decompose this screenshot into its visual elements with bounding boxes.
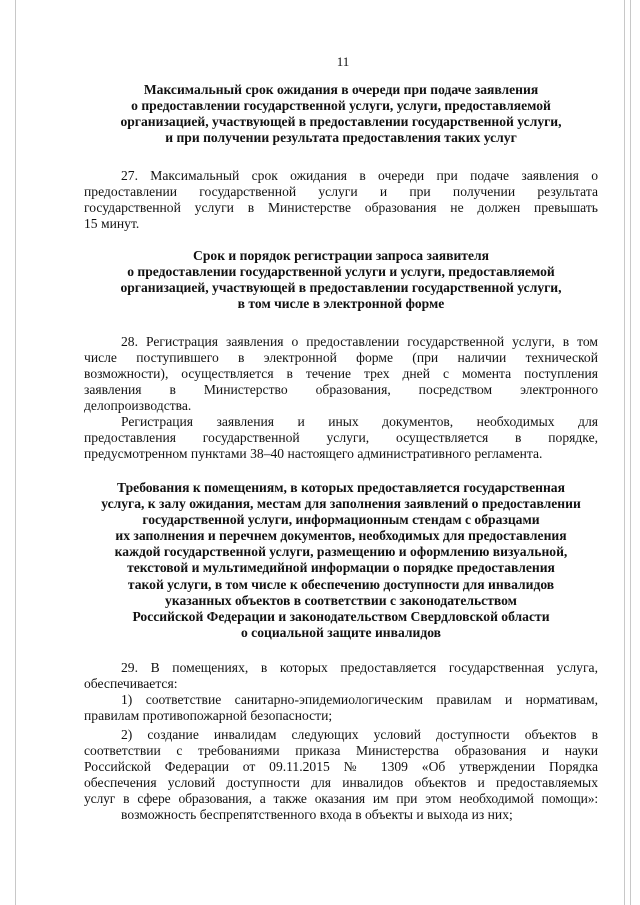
heading-line: Российской Федерации и законодательством Свердловской области	[132, 608, 550, 624]
heading-line: организацией, участвующей в предоставлении государственной услуги,	[120, 114, 562, 130]
heading-line: текстовой и мультимедийной информации о порядке предоставления	[127, 560, 555, 576]
text-line: 15 минут.	[84, 216, 140, 231]
text-line: правилам противопожарной безопасности;	[84, 708, 333, 723]
text-line: Регистрация заявления и иных документов, необходимых для	[121, 414, 598, 429]
text-line: делопроизводства.	[84, 398, 192, 413]
heading-line: государственной услуги, информационным стендам с образцами	[142, 512, 540, 528]
text-line: возможность беспрепятственного входа в объекты и выхода из них;	[121, 807, 513, 822]
text-line: соответствии с требованиями приказа Министерства образования и науки	[84, 743, 598, 758]
heading-line: Требования к помещениям, в которых предоставляется государственная	[117, 480, 565, 495]
text-line: 1) соответствие санитарно-эпидемиологическим правилам и нормативам,	[121, 692, 598, 707]
scan-edge-line-right-outer	[630, 0, 631, 905]
heading-line: о предоставлении государственной услуги и услуги, предоставляемой	[127, 264, 555, 280]
heading-line: и при получении результата предоставления таких услуг	[165, 130, 517, 146]
text-line: услуг в сфере образования, а также оказания им при этом необходимой помощи»:	[84, 791, 598, 806]
heading-line: Срок и порядок регистрации запроса заявителя	[193, 248, 489, 263]
heading-line: их заполнения и перечнем документов, необходимых для предоставления	[115, 528, 567, 544]
page-number: 11	[336, 54, 350, 69]
text-line: 27. Максимальный срок ожидания в очереди при подаче заявления о	[121, 168, 598, 183]
text-line: предоставления государственной услуги, осуществляется в порядке,	[84, 430, 598, 445]
text-line: 28. Регистрация заявления о предоставлении государственной услуги, в том	[121, 334, 598, 349]
text-line: предусмотренном пунктами 38–40 настоящего административного регламента.	[84, 446, 543, 461]
heading-line: Максимальный срок ожидания в очереди при подаче заявления	[143, 82, 539, 97]
text-line: государственной услуги в Министерстве образования не должен превышать	[84, 200, 598, 215]
text-line: 29. В помещениях, в которых предоставляется государственная услуга,	[121, 660, 598, 675]
text-line: предоставлении государственной услуги и при получении результата	[84, 184, 598, 199]
text-line: Российской Федерации от 09.11.2015 № 1309 «Об утверждении Порядка	[84, 759, 598, 774]
section-heading-registration	[84, 248, 598, 312]
text-line: заявления в Министерство образования, посредством электронного	[84, 382, 598, 397]
heading-line: о предоставлении государственной услуги, услуги, предоставляемой	[131, 98, 551, 114]
heading-line: в том числе в электронной форме	[237, 296, 445, 312]
scan-edge-line-right	[624, 0, 625, 905]
heading-line: о социальной защите инвалидов	[240, 624, 442, 640]
section-heading-waiting-time	[84, 82, 598, 146]
heading-line: каждой государственной услуги, размещению и оформлению визуальной,	[114, 544, 568, 560]
text-line: возможности), осуществляется в течение трех дней с момента поступления	[84, 366, 598, 381]
text-line: числе поступившего в электронной форме (при наличии технической	[84, 350, 598, 365]
heading-line: организацией, участвующей в предоставлении государственной услуги,	[120, 280, 562, 296]
text-line: обеспечения условий доступности для инвалидов объектов и предоставляемых	[84, 775, 598, 790]
heading-line: услуга, к залу ожидания, местам для заполнения заявлений о предоставлении	[101, 496, 581, 512]
section-heading-premises-requirements	[84, 480, 598, 641]
heading-line: такой услуги, в том числе к обеспечению доступности для инвалидов	[127, 576, 555, 592]
text-line: 2) создание инвалидам следующих условий доступности объектов в	[121, 727, 598, 742]
text-line: обеспечивается:	[84, 676, 178, 691]
scan-edge-line-left	[15, 0, 16, 905]
heading-line: указанных объектов в соответствии с законодательством	[165, 592, 517, 608]
